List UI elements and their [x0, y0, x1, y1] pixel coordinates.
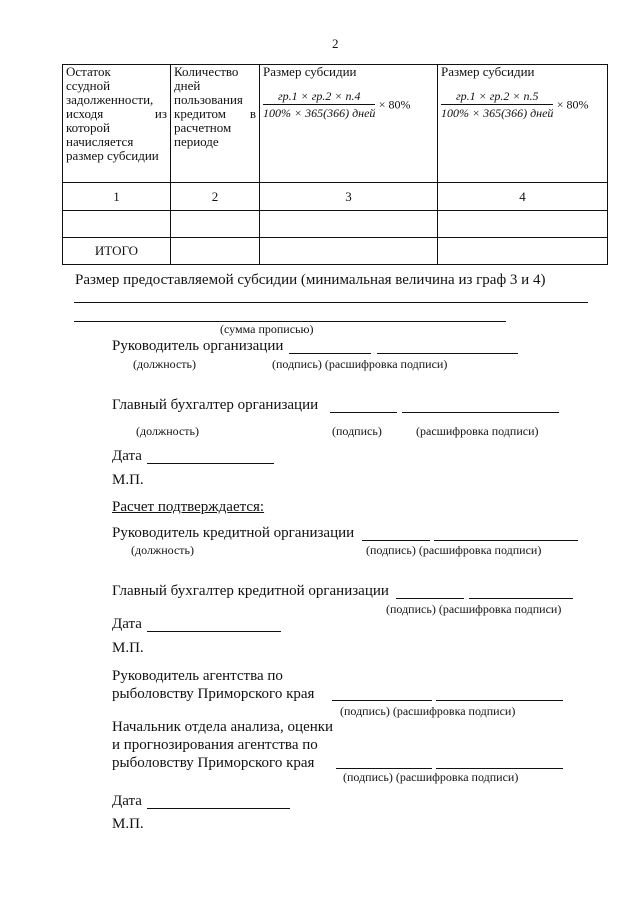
- header-col2-line: дней: [174, 78, 201, 93]
- org-head-label: Руководитель организации: [112, 338, 284, 354]
- org-accountant-decode-caption: (расшифровка подписи): [416, 424, 539, 438]
- bank-accountant-sign-caption: (подпись) (расшифровка подписи): [386, 602, 562, 616]
- header-col1: [63, 65, 171, 183]
- formula-col3-denominator: 100% × 365(366) дней: [263, 106, 376, 120]
- header-col1-line: начисляется: [66, 134, 134, 149]
- org-accountant-label: Главный бухгалтер организации: [112, 397, 319, 413]
- org-head-decode-line[interactable]: [377, 353, 518, 354]
- agency-head-decode-line[interactable]: [436, 700, 563, 701]
- bank-head-position-caption: (должность): [131, 543, 194, 557]
- table-header-row: [63, 65, 608, 183]
- bank-head-sign-line[interactable]: [362, 540, 430, 541]
- bank-accountant-label: Главный бухгалтер кредитной организации: [112, 583, 389, 599]
- date-line[interactable]: [147, 808, 290, 809]
- agency-head-label-line1: Руководитель агентства по: [112, 668, 283, 684]
- header-col2: [171, 65, 260, 183]
- org-head-sign-line[interactable]: [289, 353, 371, 354]
- subsidy-amount-label: Размер предоставляемой субсидии (минимальная величина из граф 3 и 4): [75, 272, 546, 288]
- column-number-row: [63, 183, 608, 211]
- org-head-sign-caption: (подпись) (расшифровка подписи): [272, 357, 448, 371]
- bank-head-decode-line[interactable]: [434, 540, 578, 541]
- agency-head-sign-line[interactable]: [332, 700, 432, 701]
- total-row: [63, 238, 608, 265]
- table-cell[interactable]: [171, 211, 260, 238]
- header-col1-line: исходя из: [66, 106, 167, 121]
- header-col2-line: Количество: [174, 64, 239, 79]
- bank-head-label: Руководитель кредитной организации: [112, 525, 355, 541]
- formula-col4: [441, 89, 604, 120]
- header-col2-line: кредитом в: [174, 106, 256, 121]
- formula-col4-denominator: 100% × 365(366) дней: [441, 106, 554, 120]
- org-accountant-sign-caption: (подпись): [332, 424, 382, 438]
- date-line[interactable]: [147, 463, 274, 464]
- date-label: Дата: [112, 448, 142, 464]
- stamp-label: М.П.: [112, 816, 144, 832]
- org-accountant-decode-line[interactable]: [402, 412, 559, 413]
- bank-accountant-decode-line[interactable]: [469, 598, 573, 599]
- header-col3-title: Размер субсидии: [263, 64, 357, 79]
- stamp-label: М.П.: [112, 472, 144, 488]
- org-accountant-position-caption: (должность): [136, 424, 199, 438]
- agency-head-label-line2: рыболовству Приморского края: [112, 686, 315, 702]
- header-col1-line: размер субсидии: [66, 148, 159, 163]
- date-label: Дата: [112, 793, 142, 809]
- agency-head-sign-caption: (подпись) (расшифровка подписи): [340, 704, 516, 718]
- org-head-position-caption: (должность): [133, 357, 196, 371]
- formula-col4-multiplier: × 80%: [556, 97, 589, 112]
- table-cell[interactable]: [260, 211, 438, 238]
- analysis-head-label-line1: Начальник отдела анализа, оценки: [112, 719, 334, 735]
- header-col1-line: задолженности,: [66, 92, 154, 107]
- analysis-head-sign-caption: (подпись) (расшифровка подписи): [343, 770, 519, 784]
- analysis-head-decode-line[interactable]: [436, 768, 563, 769]
- org-accountant-sign-line[interactable]: [330, 412, 397, 413]
- column-number: 2: [171, 183, 260, 211]
- table-cell[interactable]: [63, 211, 171, 238]
- amount-caption: (сумма прописью): [220, 322, 314, 336]
- bank-accountant-sign-line[interactable]: [396, 598, 464, 599]
- subsidy-table: [62, 64, 608, 265]
- header-col3: [260, 65, 438, 183]
- analysis-head-sign-line[interactable]: [336, 768, 432, 769]
- column-number: 1: [63, 183, 171, 211]
- header-col1-line: которой: [66, 120, 110, 135]
- formula-col4-numerator: гр.1 × гр.2 × п.5: [441, 89, 553, 105]
- formula-col4-fraction: [441, 89, 553, 120]
- header-col1-line: ссудной: [66, 78, 111, 93]
- header-col2-line: расчетном: [174, 120, 232, 135]
- stamp-label: М.П.: [112, 640, 144, 656]
- analysis-head-label-line3: рыболовству Приморского края: [112, 755, 315, 771]
- column-number: 3: [260, 183, 438, 211]
- bank-head-sign-caption: (подпись) (расшифровка подписи): [366, 543, 542, 557]
- formula-col3-numerator: гр.1 × гр.2 × п.4: [263, 89, 375, 105]
- formula-col3-fraction: [263, 89, 375, 120]
- formula-col3-multiplier: × 80%: [378, 97, 411, 112]
- page-number: 2: [332, 36, 339, 51]
- header-col4-title: Размер субсидии: [441, 64, 535, 79]
- header-col2-line: пользования: [174, 92, 243, 107]
- analysis-head-label-line2: и прогнозирования агентства по: [112, 737, 318, 753]
- amount-line[interactable]: [74, 302, 588, 303]
- table-cell[interactable]: [171, 238, 260, 265]
- date-line[interactable]: [147, 631, 281, 632]
- date-label: Дата: [112, 616, 142, 632]
- header-col4: [438, 65, 608, 183]
- confirmation-heading: Расчет подтверждается:: [112, 499, 265, 515]
- total-label: ИТОГО: [63, 238, 171, 265]
- formula-col3: [263, 89, 434, 120]
- table-cell[interactable]: [438, 211, 608, 238]
- header-col1-line: Остаток: [66, 64, 111, 79]
- table-row: [63, 211, 608, 238]
- table-cell[interactable]: [260, 238, 438, 265]
- column-number: 4: [438, 183, 608, 211]
- table-cell[interactable]: [438, 238, 608, 265]
- header-col2-line: периоде: [174, 134, 219, 149]
